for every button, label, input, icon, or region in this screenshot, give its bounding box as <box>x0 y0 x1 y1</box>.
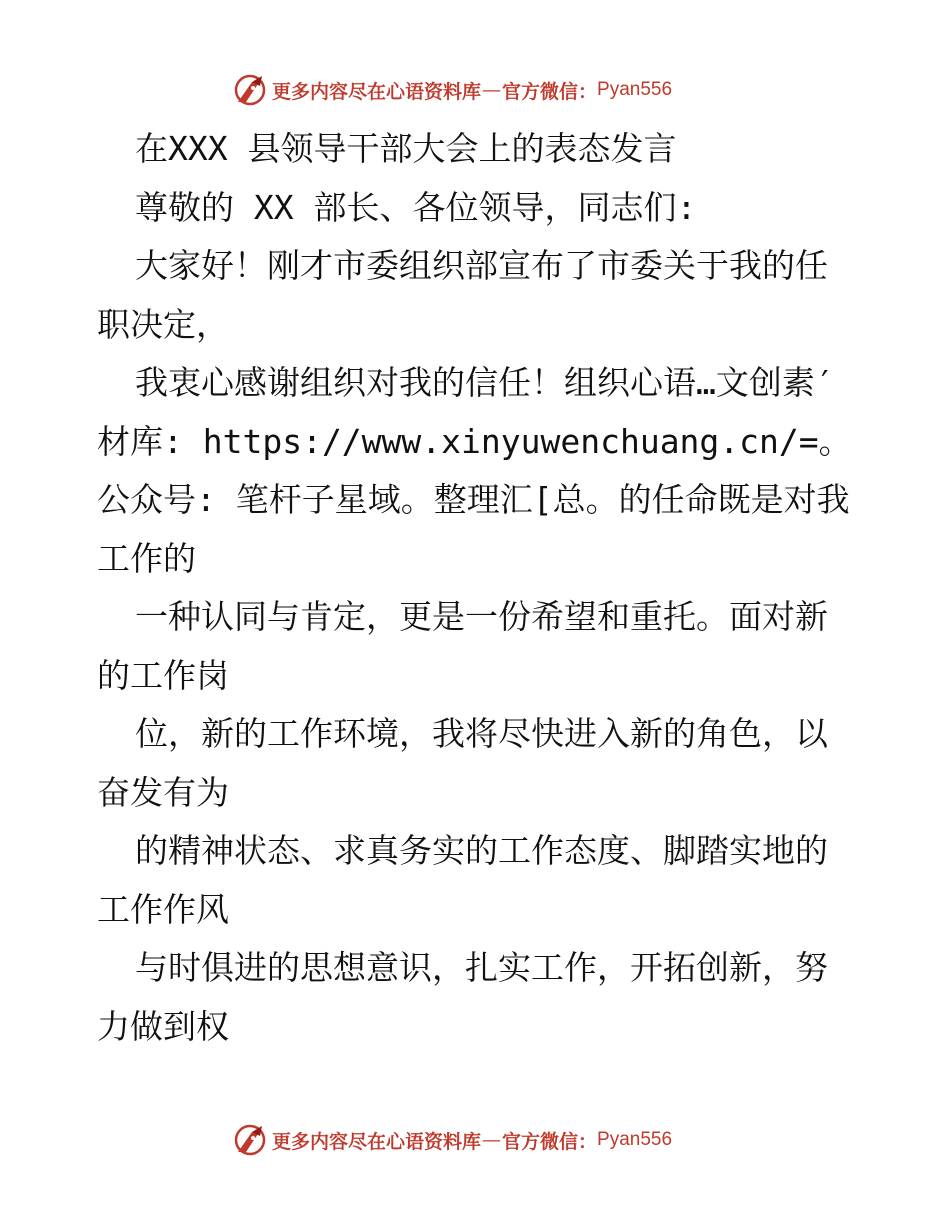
footer-banner-text: 更多内容尽在心语资料库 <box>272 1130 482 1153</box>
footer-wechat-label: 官方微信： <box>502 1130 598 1153</box>
document-body <box>97 120 857 1056</box>
header-wechat-label: 官方微信： <box>502 80 598 103</box>
footer-banner <box>232 1122 672 1158</box>
document-title: 在XXX 县领导干部大会上的表态发言 <box>135 129 677 168</box>
header-wechat-id: Pyan556 <box>597 79 673 100</box>
header-banner <box>232 72 672 108</box>
paragraph: 大家好！刚才市委组织部宣布了市委关于我的任职决定， <box>97 246 828 344</box>
pen-nib-logo-icon <box>232 72 268 108</box>
header-banner-separator: — <box>482 79 502 101</box>
paragraph: 我衷心感谢组织对我的信任！组织心语…文创素′材库: https://www.xinyuwenchuang.cn/=。公众号: 笔杆子星域。整理汇[总。的任命既是对我工作的 <box>97 363 852 578</box>
paragraph: 一种认同与肯定，更是一份希望和重托。面对新的工作岗 <box>97 597 828 695</box>
footer-wechat-id: Pyan556 <box>597 1129 673 1150</box>
paragraph: 与时俱进的思想意识，扎实工作，开拓创新，努力做到权 <box>97 948 828 1046</box>
footer-banner-separator: — <box>482 1129 502 1151</box>
paragraph: 位，新的工作环境，我将尽快进入新的角色，以奋发有为 <box>97 714 828 812</box>
header-banner-text: 更多内容尽在心语资料库 <box>272 80 482 103</box>
pen-nib-logo-icon <box>232 1122 268 1158</box>
paragraph: 的精神状态、求真务实的工作态度、脚踏实地的工作作风 <box>97 831 828 929</box>
salutation: 尊敬的 XX 部长、各位领导，同志们: <box>135 187 697 227</box>
